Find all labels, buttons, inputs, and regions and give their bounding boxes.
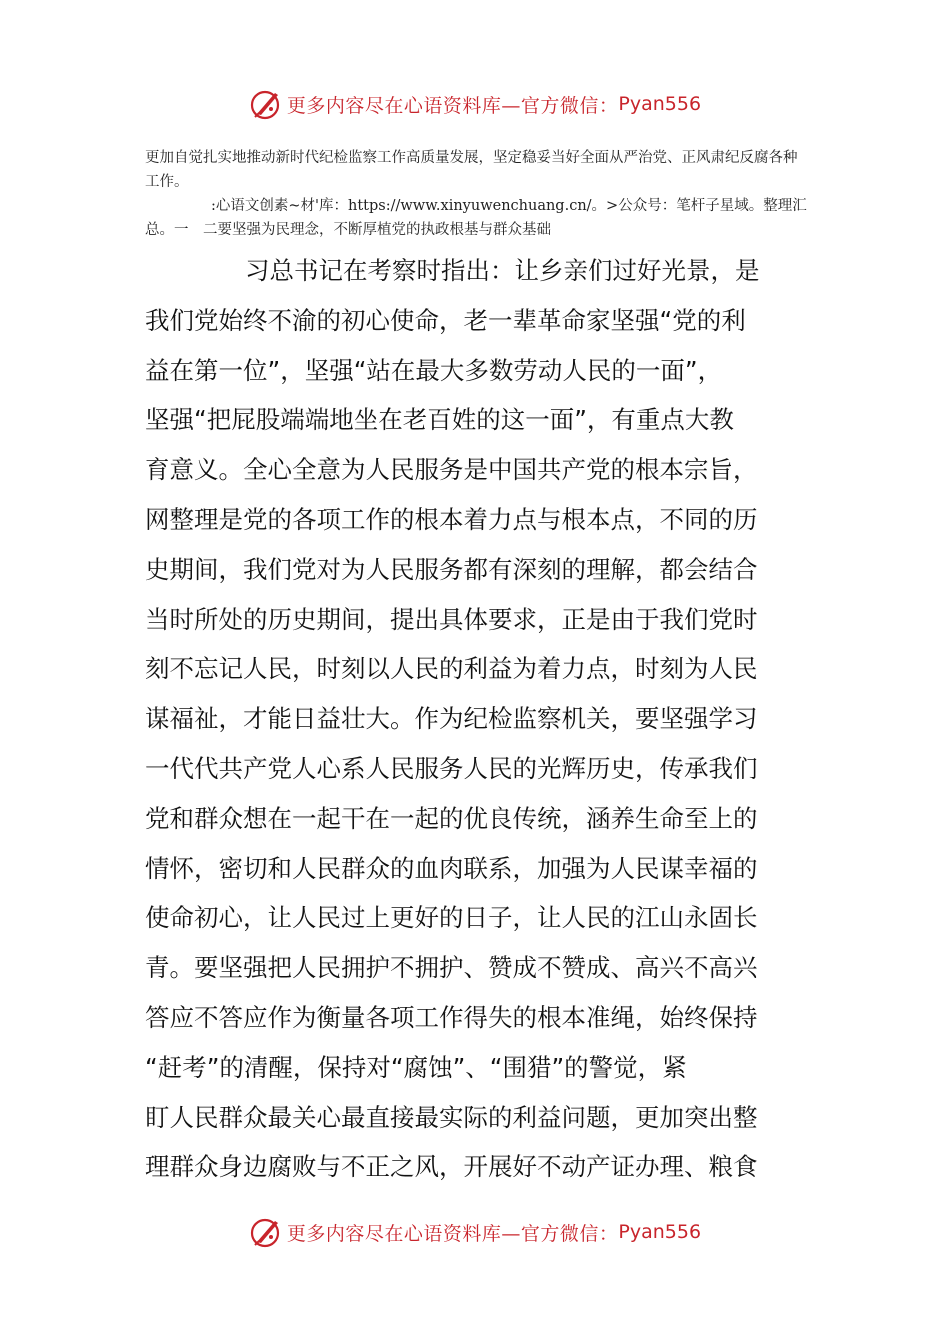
body-line: 当时所处的历史期间，提出具体要求，正是由于我们党时	[145, 604, 758, 634]
body-line: 习总书记在考察时指出：让乡亲们过好光景，是	[245, 256, 760, 285]
header-banner-text: 更多内容尽在心语资料库—官方微信：	[286, 94, 619, 117]
body-line: 益在第一位”，坚强“站在最大多数劳动人民的一面”，	[145, 355, 723, 385]
body-line: 青。要坚强把人民拥护不拥护、赞成不赞成、高兴不高兴	[145, 953, 758, 983]
body-line: 我们党始终不渝的初心使命，老一辈革命家坚强“党的利	[145, 305, 746, 335]
body-line: 谋福祉，才能日益壮大。作为纪检监察机关，要坚强学习	[145, 704, 758, 734]
body-line: 网整理是党的各项工作的根本着力点与根本点，不同的历	[145, 504, 758, 534]
header-wechat-id: Pyan556	[618, 93, 702, 115]
footer-banner	[0, 1212, 950, 1252]
quill-pen-logo-icon	[249, 1215, 283, 1249]
body-line: 理群众身边腐败与不正之风，开展好不动产证办理、粮食	[145, 1152, 758, 1182]
quill-pen-logo-icon	[249, 87, 283, 121]
body-line: 使命初心，让人民过上更好的日子，让人民的江山永固长	[145, 903, 758, 933]
body-line: 坚强“把屁股端端地坐在老百姓的这一面”，有重点大教	[145, 405, 734, 435]
body-line: 育意义。全心全意为人民服务是中国共产党的根本宗旨，	[145, 455, 758, 485]
body-line: 刻不忘记人民，时刻以人民的利益为着力点，时刻为人民	[145, 654, 758, 684]
header-banner	[0, 84, 950, 124]
footer-banner-text: 更多内容尽在心语资料库—官方微信：	[286, 1222, 619, 1245]
body-line: 党和群众想在一起干在一起的优良传统，涵养生命至上的	[145, 803, 758, 833]
body-line: 盯人民群众最关心最直接最实际的利益问题，更加突出整	[145, 1102, 758, 1132]
body-line: 情怀，密切和人民群众的血肉联系，加强为人民谋幸福的	[145, 853, 758, 883]
intro-paragraph: 更加自觉扎实地推动新时代纪检监察工作高质量发展，坚定稳妥当好全面从严治党、正风肃纪反腐各种工作。	[145, 150, 798, 190]
footer-wechat-id: Pyan556	[618, 1221, 702, 1243]
body-line: 史期间，我们党对为人民服务都有深刻的理解，都会结合	[145, 554, 758, 584]
body-text	[145, 246, 807, 1192]
source-note-paragraph: :心语文创素~材'库：https://www.xinyuwenchuang.cn/。>公众号：笔杆子星域。整理汇总。一 二要坚强为民理念，不断厚植党的执政根基与群众基础	[145, 198, 807, 238]
body-line: 一代代共产党人心系人民服务人民的光辉历史，传承我们	[145, 753, 758, 783]
body-line: 答应不答应作为衡量各项工作得失的根本准绳，始终保持	[145, 1002, 758, 1032]
body-line: “赶考”的清醒，保持对“腐蚀”、“围猎”的警觉，紧	[145, 1052, 687, 1082]
